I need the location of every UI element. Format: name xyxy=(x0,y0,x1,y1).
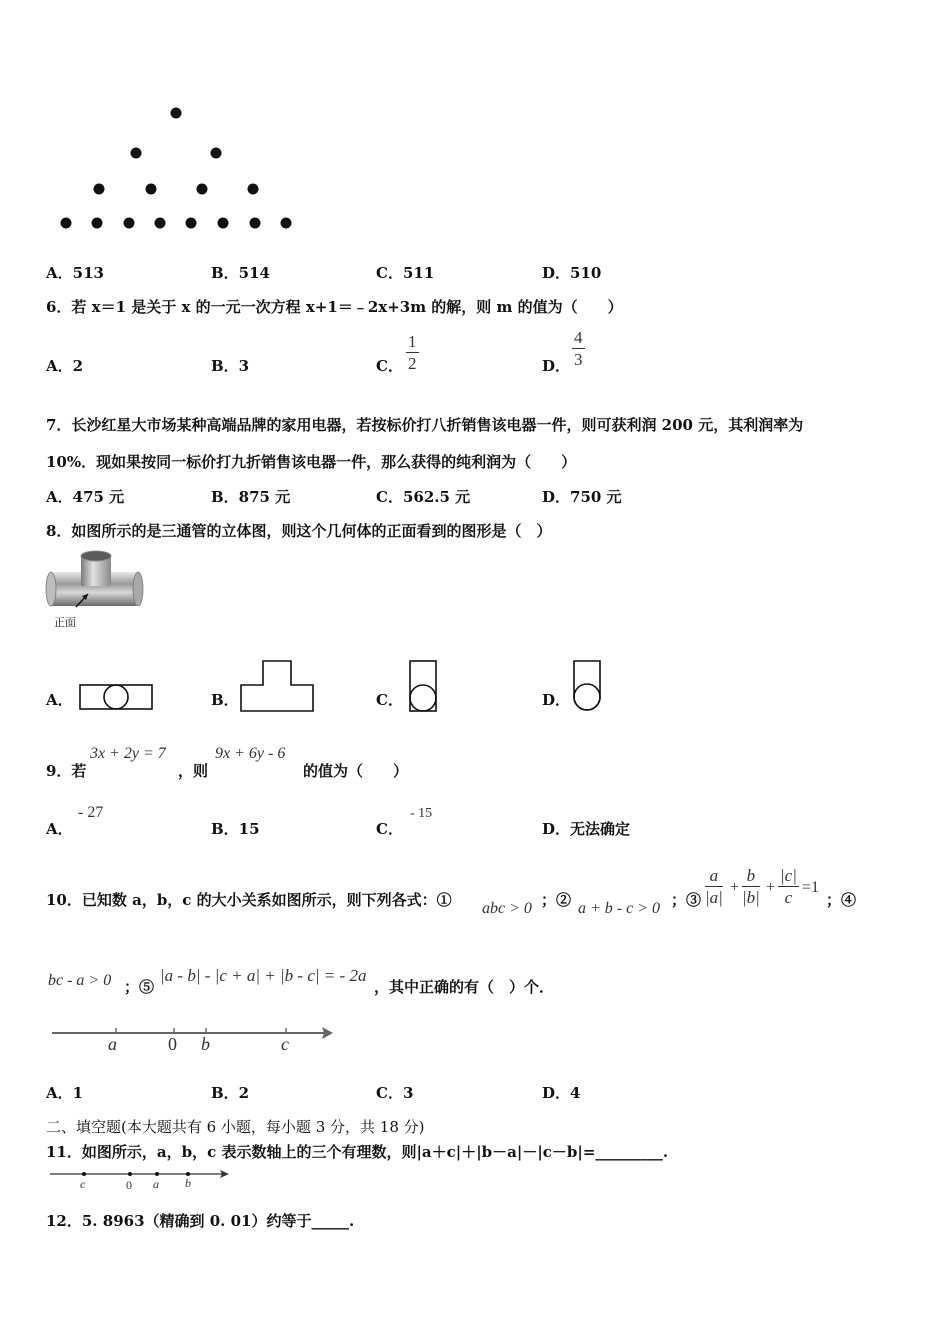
q10-sep-5: ；⑤ xyxy=(124,978,155,996)
q9-condition: 3x + 2y = 7 xyxy=(90,745,166,762)
section-2-title: 二、填空题(本大题共有 6 小题，每小题 3 分，共 18 分) xyxy=(46,1118,425,1136)
q10-option-d[interactable]: D．4 xyxy=(542,1084,581,1102)
fraction-denominator: 3 xyxy=(574,350,583,369)
dot xyxy=(146,184,157,195)
fraction-denominator: |a| xyxy=(705,888,723,907)
fraction-denominator: c xyxy=(784,888,793,907)
dot xyxy=(92,218,103,229)
q5-option-c[interactable]: C．511 xyxy=(376,264,435,282)
dot xyxy=(61,218,72,229)
q11-axis-label-zero: 0 xyxy=(126,1178,132,1192)
q10-fraction-2 xyxy=(742,866,760,909)
q8-option-c-figure[interactable] xyxy=(408,659,442,715)
q10-sep-4: ；④ xyxy=(826,891,857,909)
dot xyxy=(281,218,292,229)
q10-option-c[interactable]: C．3 xyxy=(376,1084,414,1102)
dot xyxy=(211,148,222,159)
dot xyxy=(131,148,142,159)
q9-option-a[interactable]: A． xyxy=(46,820,73,838)
q9-expression: 9x + 6y - 6 xyxy=(215,745,286,762)
fraction-denominator: |b| xyxy=(742,888,760,907)
q6-option-c-fraction xyxy=(406,332,419,375)
q10-prefix: 10．已知数 a，b，c 的大小关系如图所示，则下列各式：① xyxy=(46,891,452,909)
q5-option-a[interactable]: A．513 xyxy=(46,264,104,282)
q9-option-c[interactable]: C． xyxy=(376,820,403,838)
q11-number-line xyxy=(48,1166,248,1186)
q10-plus-2: + xyxy=(766,879,776,896)
q6-stem: 6．若 x＝1 是关于 x 的一元一次方程 x+1＝﹣2x+3m 的解，则 m 的值为（ ） xyxy=(46,298,623,316)
fraction-denominator: 2 xyxy=(408,354,417,373)
fraction-numerator: 1 xyxy=(408,332,417,351)
q7-option-c[interactable]: C．562.5 元 xyxy=(376,488,471,506)
q8-option-a-figure[interactable] xyxy=(78,683,158,713)
q8-option-c[interactable]: C． xyxy=(376,691,403,709)
dot xyxy=(186,218,197,229)
dot xyxy=(124,218,135,229)
q10-axis-label-zero: 0 xyxy=(168,1034,177,1054)
q6-option-d[interactable]: D． xyxy=(542,357,571,375)
q8-option-d-figure[interactable] xyxy=(572,659,606,715)
q5-option-b[interactable]: B．514 xyxy=(211,264,270,282)
point-a xyxy=(155,1172,159,1176)
q12-stem: 12．5. 8963（精确到 0. 01）约等于_____. xyxy=(46,1212,355,1230)
q10-sep-3: ；③ xyxy=(671,891,702,909)
q10-option-a[interactable]: A．1 xyxy=(46,1084,84,1102)
fraction-numerator: |c| xyxy=(780,866,797,885)
dot xyxy=(197,184,208,195)
q5-option-d[interactable]: D．510 xyxy=(542,264,602,282)
q9-mid: ，则 xyxy=(178,762,209,780)
dot xyxy=(94,184,105,195)
q11-axis-label-a: a xyxy=(153,1177,159,1191)
q7-option-a[interactable]: A．475 元 xyxy=(46,488,125,506)
dot-pattern-figure xyxy=(50,100,310,230)
point-c xyxy=(82,1172,86,1176)
dot xyxy=(171,108,182,119)
q11-stem: 11．如图所示，a，b，c 表示数轴上的三个有理数，则|a＋c|＋|b－a|－|c－b|=_________. xyxy=(46,1143,669,1161)
q10-option-b[interactable]: B．2 xyxy=(211,1084,250,1102)
q10-fraction-3 xyxy=(778,866,799,909)
fraction-numerator: b xyxy=(742,866,760,887)
q10-statement-5: |a - b| - |c + a| + |b - c| = - 2a xyxy=(160,966,367,985)
q9-suffix: 的值为（ ） xyxy=(303,762,409,780)
q10-equals-one: =1 xyxy=(802,879,820,896)
q10-number-line xyxy=(50,1022,350,1058)
q9-option-b[interactable]: B．15 xyxy=(211,820,260,838)
q9-option-d[interactable]: D．无法确定 xyxy=(542,820,631,838)
q10-statement-2: a + b - c > 0 xyxy=(578,900,661,917)
q8-option-b-figure[interactable] xyxy=(239,659,319,715)
q11-axis-label-c: c xyxy=(80,1177,86,1191)
q6-option-a[interactable]: A．2 xyxy=(46,357,84,375)
q7-stem-line1: 7．长沙红星大市场某种高端品牌的家用电器，若按标价打八折销售该电器一件，则可获利润 200 元，其利润率为 xyxy=(46,416,804,434)
fraction-numerator: a xyxy=(705,866,723,887)
dot xyxy=(248,184,259,195)
q8-option-d[interactable]: D． xyxy=(542,691,571,709)
point-zero xyxy=(128,1172,132,1176)
q6-option-b[interactable]: B．3 xyxy=(211,357,250,375)
dot xyxy=(250,218,261,229)
q9-option-c-value: - 15 xyxy=(410,806,433,821)
q10-axis-label-a: a xyxy=(108,1034,117,1054)
q7-option-d[interactable]: D．750 元 xyxy=(542,488,622,506)
fraction-numerator: 4 xyxy=(574,328,583,347)
dot xyxy=(155,218,166,229)
q10-sep-2: ；② xyxy=(541,891,572,909)
q10-statement-4: bc - a > 0 xyxy=(48,972,112,989)
q10-statement-1: abc > 0 xyxy=(482,900,532,917)
dot xyxy=(218,218,229,229)
q10-suffix: ，其中正确的有（ ）个． xyxy=(374,978,555,996)
q8-stem: 8．如图所示的是三通管的立体图，则这个几何体的正面看到的图形是（ ） xyxy=(46,522,552,540)
q10-axis-label-b: b xyxy=(201,1034,210,1054)
q9-prefix: 9．若 xyxy=(46,762,87,780)
tee-pipe-caption: 正面 xyxy=(54,616,76,629)
q7-option-b[interactable]: B．875 元 xyxy=(211,488,291,506)
q7-stem-line2: 10%．现如果按同一标价打九折销售该电器一件，那么获得的纯利润为（ ） xyxy=(46,453,577,471)
q10-axis-label-c: c xyxy=(281,1034,289,1054)
q8-option-a[interactable]: A． xyxy=(46,691,73,709)
q8-option-b[interactable]: B． xyxy=(211,691,239,709)
q10-fraction-1 xyxy=(705,866,723,909)
q11-axis-label-b: b xyxy=(185,1176,191,1190)
q9-option-a-value: - 27 xyxy=(78,804,104,821)
q10-plus-1: + xyxy=(730,879,740,896)
q6-option-d-fraction xyxy=(572,328,585,371)
q6-option-c[interactable]: C． xyxy=(376,357,403,375)
